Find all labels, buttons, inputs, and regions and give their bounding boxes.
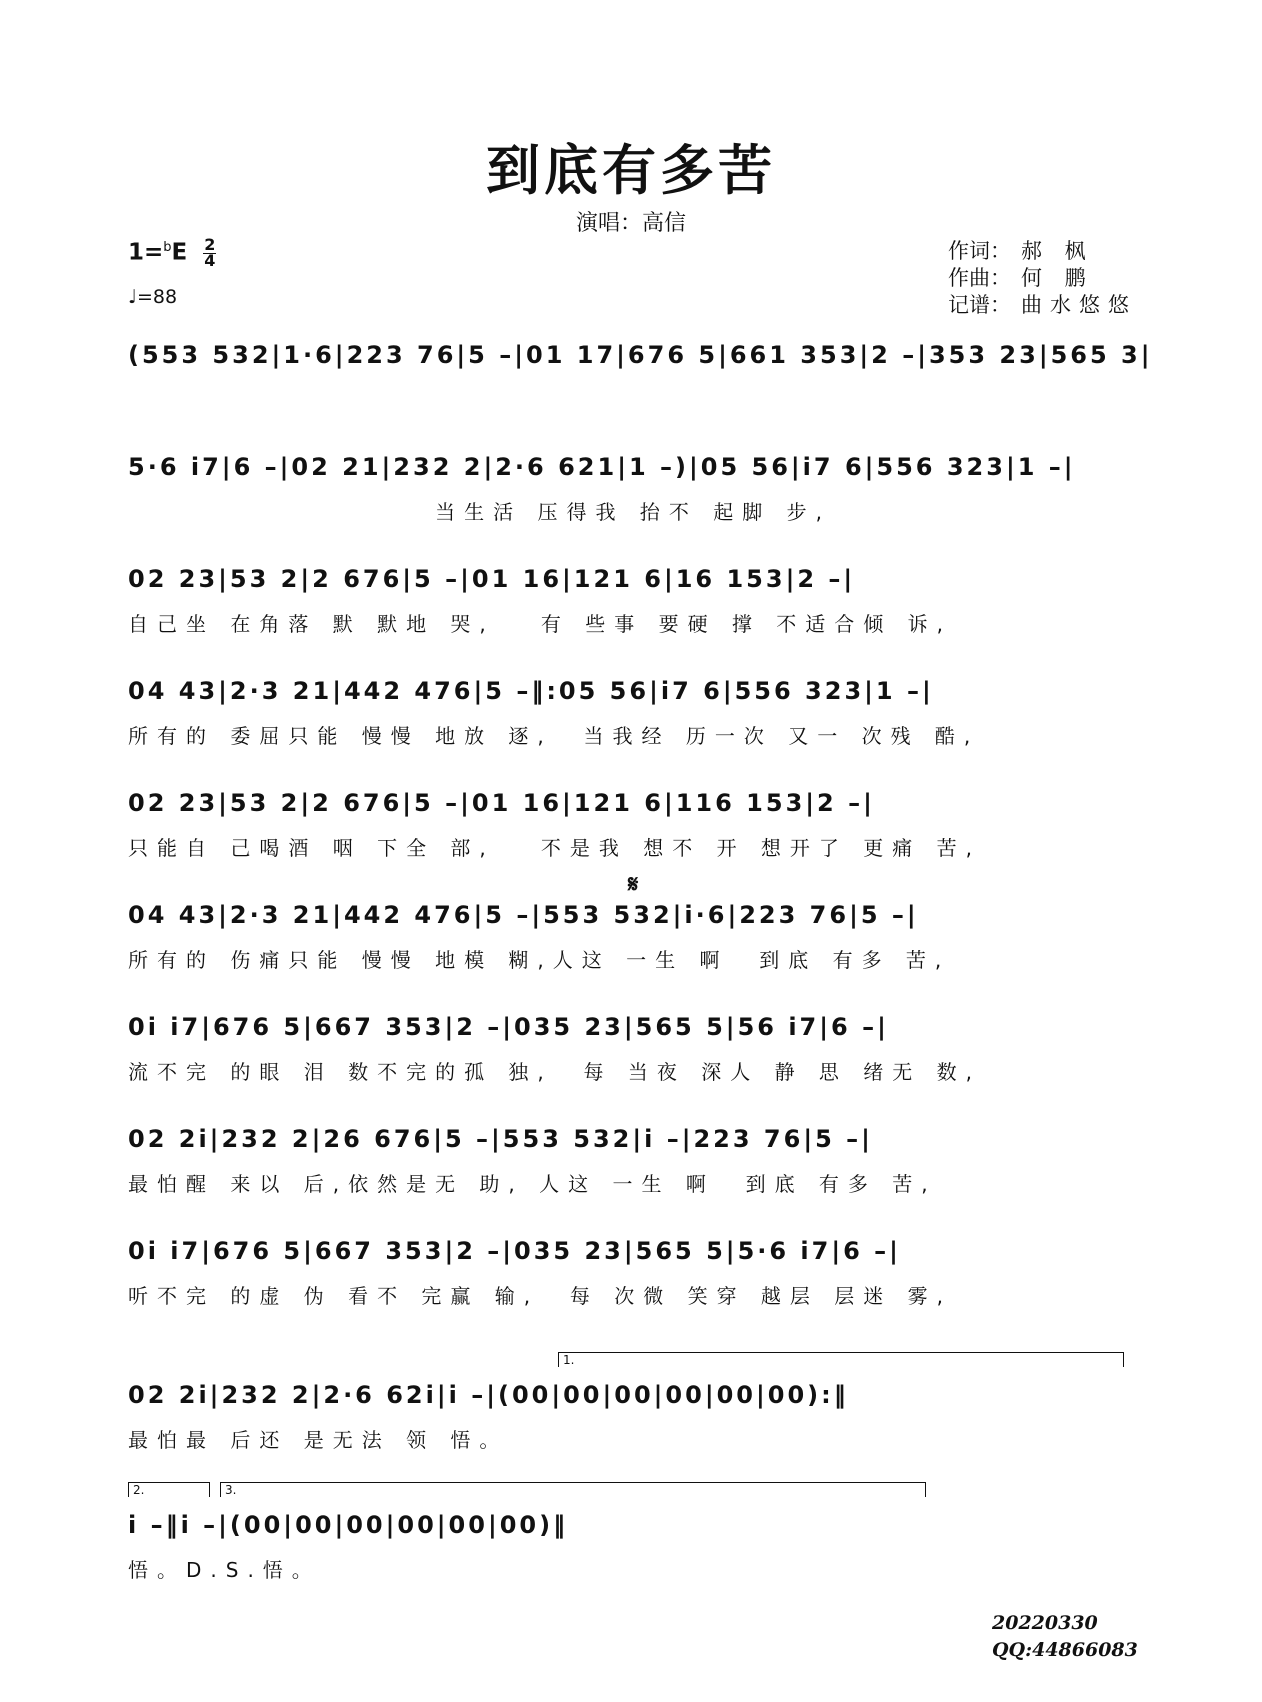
lyrics-line: 所有的 伤痛只能 慢慢 地模 糊,人这 一生 啊 到底 有多 苦, (128, 948, 951, 972)
credit-composer (948, 265, 1137, 292)
lyrics-line: 流不完 的眼 泪 数不完的孤 独, 每 当夜 深人 静 思 绪无 数, (128, 1060, 982, 1084)
notation-line: 02 2i|232 2|2·6 62i|i –|(00|00|00|00|00|00):‖ (128, 1381, 849, 1409)
notation-line: 0i i7|676 5|667 353|2 –|035 23|565 5|56 i7|6 –| (128, 1013, 889, 1041)
notation-line: i –‖i –|(00|00|00|00|00|00)‖ (128, 1511, 569, 1539)
notation-line: 04 43|2·3 21|442 476|5 –‖:05 56|i7 6|556 323|1 –| (128, 677, 934, 705)
footer-qq: QQ:44866083 (992, 1639, 1138, 1661)
notation-line: (553 532|1·6|223 76|5 –|01 17|676 5|661 353|2 –|353 23|565 3| (128, 341, 1153, 369)
notation-line: 02 23|53 2|2 676|5 –|01 16|121 6|116 153|2 –| (128, 789, 875, 817)
segno-sign: 𝄋 (628, 870, 639, 898)
time-top: 2 (204, 235, 216, 254)
score-system (128, 1114, 1138, 1198)
credit-transcriber (948, 292, 1137, 319)
time-signature (203, 235, 216, 270)
score-system (128, 890, 1138, 974)
notation-line: 02 23|53 2|2 676|5 –|01 16|121 6|16 153|2 –| (128, 565, 856, 593)
volta-2: 2. (128, 1482, 210, 1497)
credit-lyricist (948, 238, 1137, 265)
volta-1: 1. (558, 1352, 1124, 1367)
song-title: 到底有多苦 (486, 138, 776, 202)
flat-sign: b (163, 240, 172, 256)
lyrics-line: 只能自 己喝酒 咽 下全 部, 不是我 想不 开 想开了 更痛 苦, (128, 836, 982, 860)
credits-block (948, 238, 1137, 319)
credit-label: 作曲： (948, 266, 1011, 290)
credit-value: 郝 枫 (1021, 239, 1094, 263)
score-system (128, 442, 1138, 526)
score-system (128, 666, 1138, 750)
notation-line: 02 2i|232 2|26 676|5 –|553 532|i –|223 76|5 –| (128, 1125, 873, 1153)
volta-3: 3. (220, 1482, 926, 1497)
footer-date: 20220330 (992, 1612, 1098, 1634)
credit-value: 何 鹏 (1021, 266, 1094, 290)
lyrics-line: 悟。D.S.悟。 (128, 1558, 321, 1582)
singer-credit: 演唱：高信 (575, 211, 686, 236)
lyrics-line: 自己坐 在角落 默 默地 哭, 有 些事 要硬 撑 不适合倾 诉, (128, 612, 953, 636)
lyrics-line (128, 386, 1138, 414)
lyrics-line: 所有的 委屈只能 慢慢 地放 逐, 当我经 历一次 又一 次残 酷, (128, 724, 980, 748)
lyrics-line: 最怕最 后还 是无法 领 悟。 (128, 1428, 509, 1452)
footer (992, 1610, 1138, 1664)
credit-value: 曲水悠悠 (1021, 293, 1137, 317)
time-bottom: 4 (204, 250, 216, 270)
lyrics-line: 最怕醒 来以 后,依然是无 助, 人这 一生 啊 到底 有多 苦, (128, 1172, 937, 1196)
score-system (128, 778, 1138, 862)
key-prefix: 1= (128, 239, 164, 266)
score-system (128, 1226, 1138, 1310)
tempo-mark: ♩=88 (128, 286, 178, 308)
credit-label: 记谱： (948, 293, 1011, 317)
key-signature (128, 235, 216, 270)
lyrics-line: 当生活 压得我 抬不 起脚 步, (128, 500, 831, 524)
notation-line: 0i i7|676 5|667 353|2 –|035 23|565 5|5·6 i7|6 –| (128, 1237, 901, 1265)
lyrics-line: 听不完 的虚 伪 看不 完赢 输, 每 次微 笑穿 越层 层迷 雾, (128, 1284, 953, 1308)
score-system (128, 1370, 1138, 1454)
credit-label: 作词： (948, 239, 1011, 263)
notation-line: 5·6 i7|6 –|02 21|232 2|2·6 621|1 –)|05 56|i7 6|556 323|1 –| (128, 453, 1076, 481)
key-note: E (171, 239, 188, 266)
notation-line: 04 43|2·3 21|442 476|5 –|553 532|i·6|223 76|5 –| (128, 901, 919, 929)
score-system (128, 1500, 1138, 1584)
score-system (128, 554, 1138, 638)
score-system (128, 1002, 1138, 1086)
score-system (128, 330, 1153, 414)
